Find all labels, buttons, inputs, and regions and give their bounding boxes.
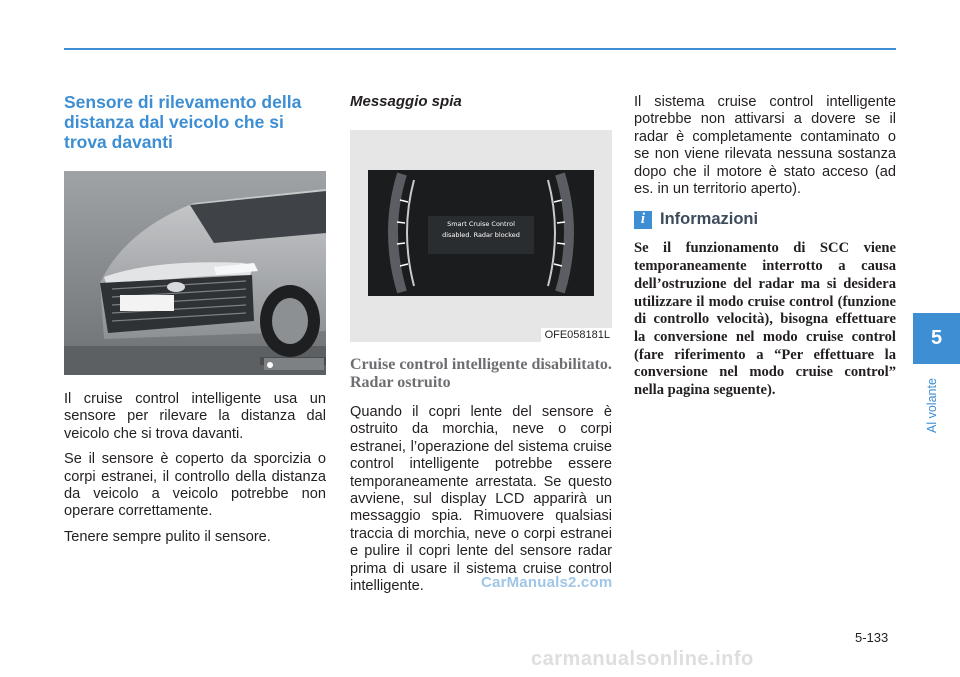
info-text: Se il funzionamento di SCC viene temporaneamente interrotto a causa dell’ostruzione del radar ma si desidera utilizzare il modo cruise control (funzione di controllo velocità), bisogna effettuare la conversione nel modo cruise control (fare riferimento a “Per effettuare la conversione nel modo cruise control” nella pagina seguente).	[634, 240, 896, 399]
warning-title: Messaggio spia	[350, 93, 462, 110]
watermark-carmanualsonline: carmanualsonline.info	[531, 648, 754, 670]
warning-subheading: Cruise control intelligente disabilitato. Radar ostruito	[350, 356, 612, 391]
info-title: Informazioni	[660, 210, 759, 229]
warning-paragraph: Quando il copri lente del sensore è ostruito da morchia, neve o corpi estranei, l’operazione del sistema cruise control intelligente potrebbe essere temporaneamente arrestata. Se questo avviene, sul display LCD apparirà un messaggio spia. Rimuovere qualsiasi traccia di morchia, neve o corpi estranei e pulire il copri lente del sensore radar prima di usare il sistema cruise control intelligente.	[350, 404, 612, 595]
column-warning	[350, 92, 612, 603]
header-rule	[64, 48, 896, 50]
info-header	[634, 210, 896, 229]
car-front-photo	[64, 171, 326, 375]
column-info	[634, 94, 896, 400]
section-title: Sensore di rilevamento della distanza dal veicolo che si trova davanti	[64, 92, 302, 152]
lcd-warning-figure	[350, 130, 612, 342]
lcd-message-line-1: Smart Cruise Control	[447, 220, 515, 228]
paragraph-1: Il cruise control intelligente usa un sensore per rilevare la distanza dal veicolo che si trova davanti.	[64, 391, 326, 442]
figure-code: OFE058181L	[541, 328, 612, 342]
paragraph-3: Tenere sempre pulito il sensore.	[64, 528, 271, 545]
column-sensor	[64, 92, 326, 554]
chapter-tab: 5	[913, 313, 960, 364]
info-icon: i	[634, 211, 652, 229]
warning-paragraph-continued: Il sistema cruise control intelligente potrebbe non attivarsi a dovere se il radar è completamente contaminato o se non viene rilevata nessuna sostanza dopo che il motore è stato acceso (ad es. in un territorio aperto).	[634, 94, 896, 198]
page-number: 5-133	[855, 630, 889, 645]
lcd-message-line-2: disabled. Radar blocked	[442, 231, 520, 239]
paragraph-2: Se il sensore è coperto da sporcizia o corpi estranei, il controllo della distanza da veicolo a veicolo potrebbe non operare correttamente.	[64, 451, 326, 520]
chapter-label: Al volante	[925, 378, 939, 434]
watermark-carmanuals2: CarManuals2.com	[481, 574, 613, 591]
